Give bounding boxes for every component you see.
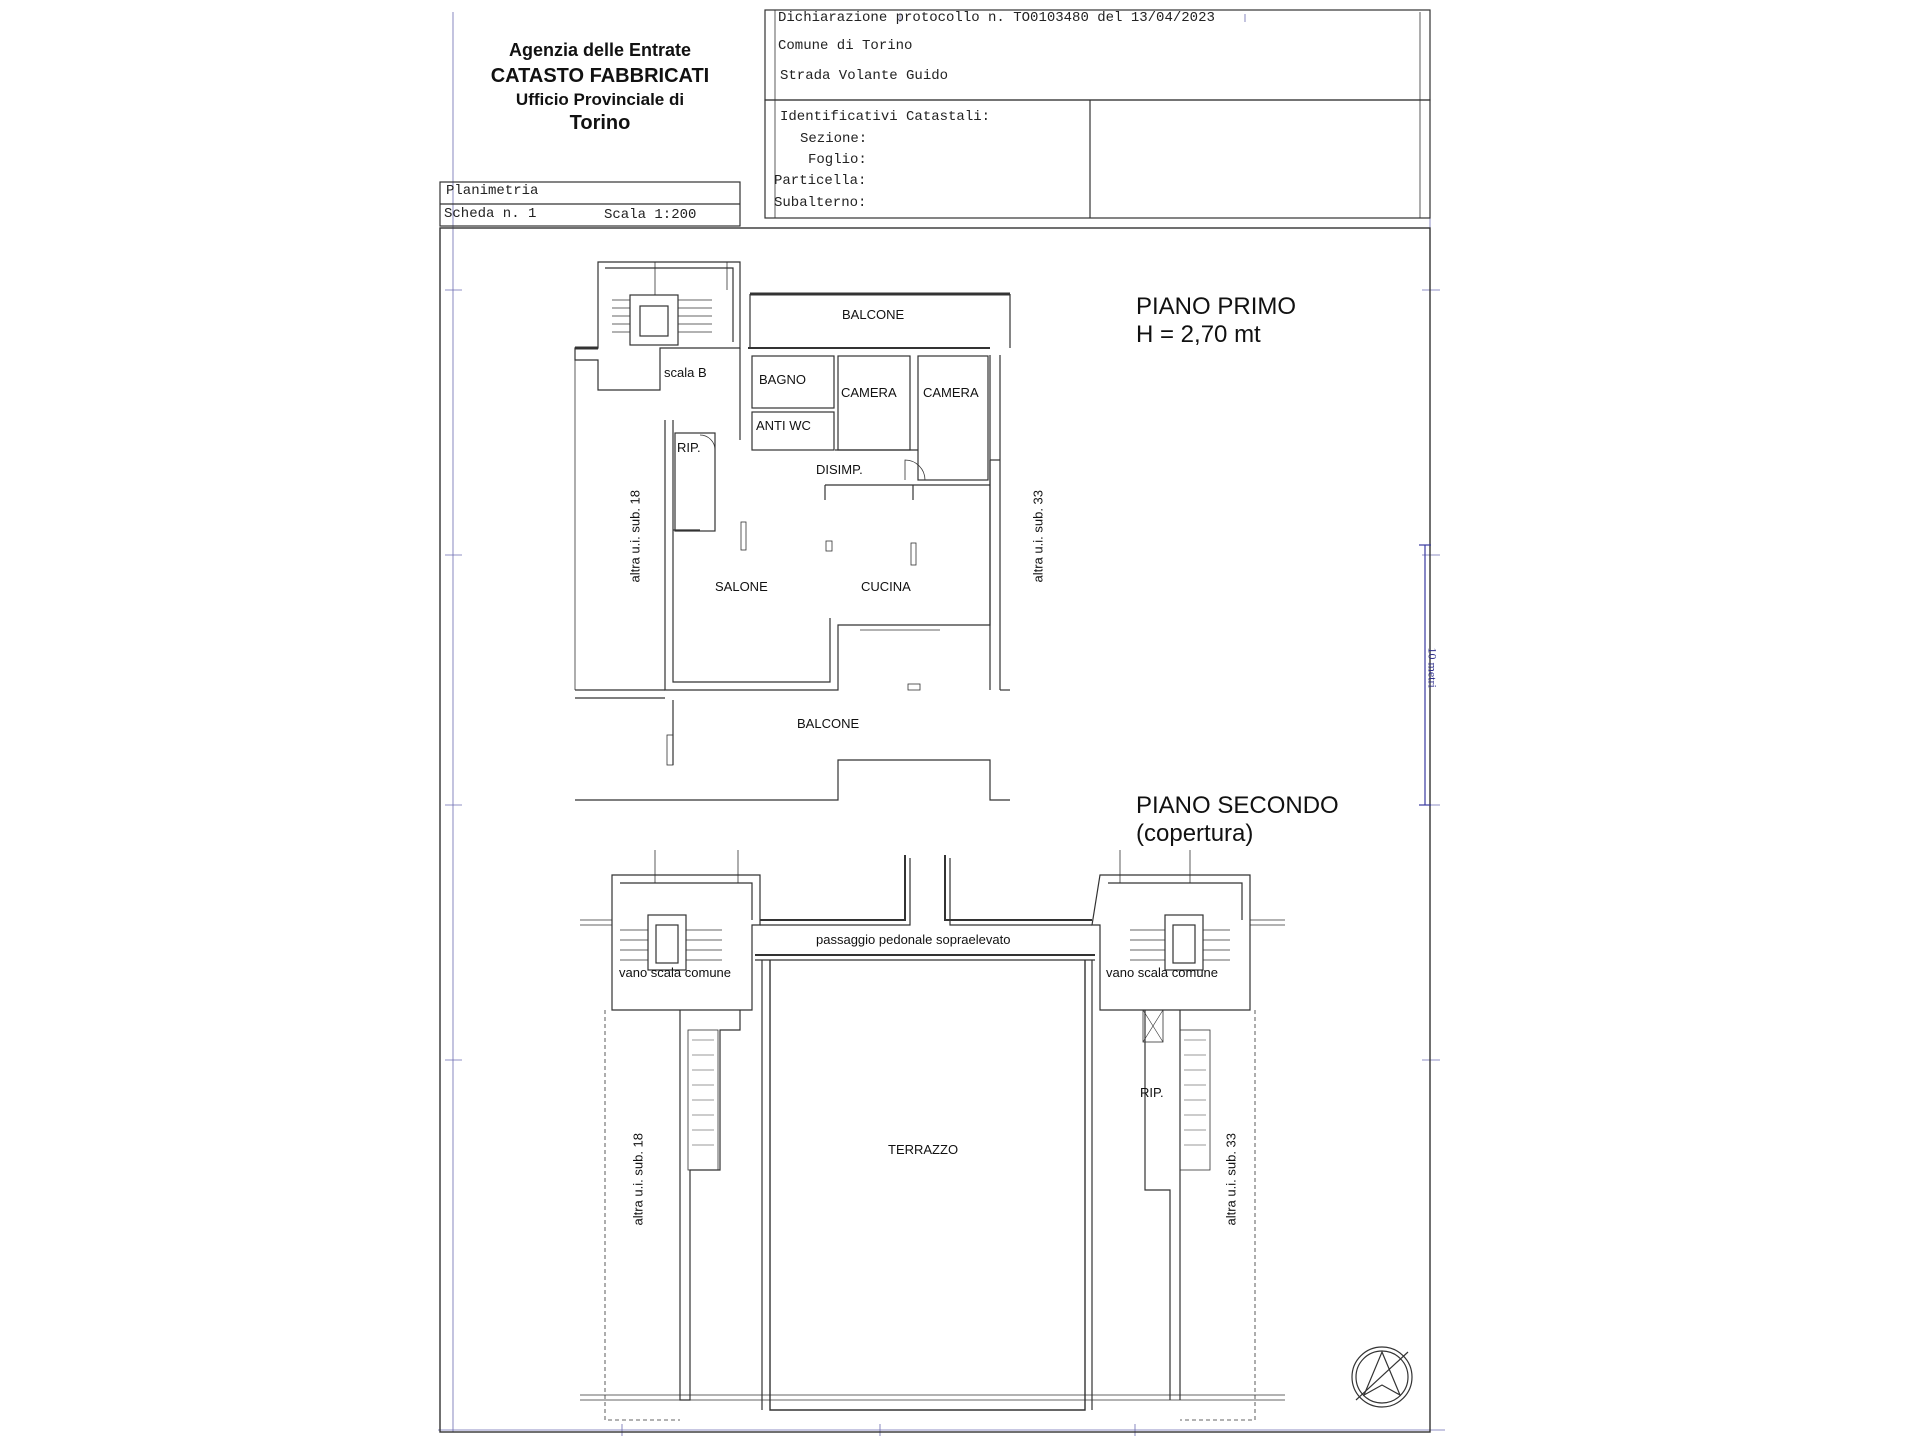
- room-bagno: BAGNO: [759, 372, 806, 387]
- room-vano-scala-left: vano scala comune: [619, 965, 732, 980]
- scale-bar-label: 10 metri: [1425, 647, 1440, 688]
- room-salone: SALONE: [715, 579, 768, 594]
- room-vano-scala-right: vano scala comune: [1106, 965, 1219, 980]
- room-anti-wc: ANTI WC: [756, 418, 811, 433]
- room-rip: RIP.: [677, 440, 701, 455]
- foglio-label: Foglio:: [808, 152, 867, 168]
- room-camera-1: CAMERA: [841, 385, 897, 400]
- room-terrazzo: TERRAZZO: [888, 1142, 959, 1157]
- subalterno-label: Subalterno:: [774, 195, 867, 211]
- comune-text: Comune di Torino: [778, 38, 913, 54]
- piano-primo-title: PIANO PRIMO: [1136, 293, 1297, 320]
- agency-name: Agenzia delle Entrate: [508, 40, 692, 60]
- declaration-text: Dichiarazione protocollo n. TO0103480 del 13/04/2023: [778, 10, 1215, 26]
- sezione-label: Sezione:: [800, 131, 868, 147]
- north-arrow-icon: [1352, 1347, 1412, 1407]
- scheda-label: Scheda n. 1: [444, 206, 537, 222]
- strada-text: Strada Volante Guido: [780, 68, 949, 84]
- neighbour-label-right-primo: altra u.i. sub. 33: [1030, 490, 1046, 583]
- room-disimp: DISIMP.: [816, 462, 863, 477]
- planimetria-label: Planimetria: [446, 183, 539, 199]
- neighbour-label-left-secondo: altra u.i. sub. 18: [630, 1133, 646, 1226]
- room-balcone-bottom: BALCONE: [797, 716, 860, 731]
- room-balcone-top: BALCONE: [842, 307, 905, 322]
- piano-secondo-subtitle: (copertura): [1136, 820, 1254, 847]
- catasto-title: CATASTO FABBRICATI: [490, 65, 710, 87]
- room-passaggio: passaggio pedonale sopraelevato: [816, 932, 1011, 947]
- room-scala-b: scala B: [664, 365, 707, 380]
- office-block: [470, 40, 730, 135]
- scala-label: Scala 1:200: [604, 207, 697, 223]
- room-camera-2: CAMERA: [923, 385, 979, 400]
- piano-secondo-title: PIANO SECONDO: [1136, 792, 1339, 819]
- neighbour-label-right-secondo: altra u.i. sub. 33: [1223, 1133, 1239, 1226]
- particella-label: Particella:: [774, 173, 867, 189]
- piano-primo-height: H = 2,70 mt: [1136, 321, 1261, 348]
- room-cucina: CUCINA: [861, 579, 911, 594]
- identificativi-title: Identificativi Catastali:: [780, 109, 991, 125]
- office-line: Ufficio Provinciale di: [515, 90, 685, 109]
- room-rip-secondo: RIP.: [1140, 1085, 1164, 1100]
- office-city: Torino: [569, 112, 631, 134]
- neighbour-label-left-primo: altra u.i. sub. 18: [627, 490, 643, 583]
